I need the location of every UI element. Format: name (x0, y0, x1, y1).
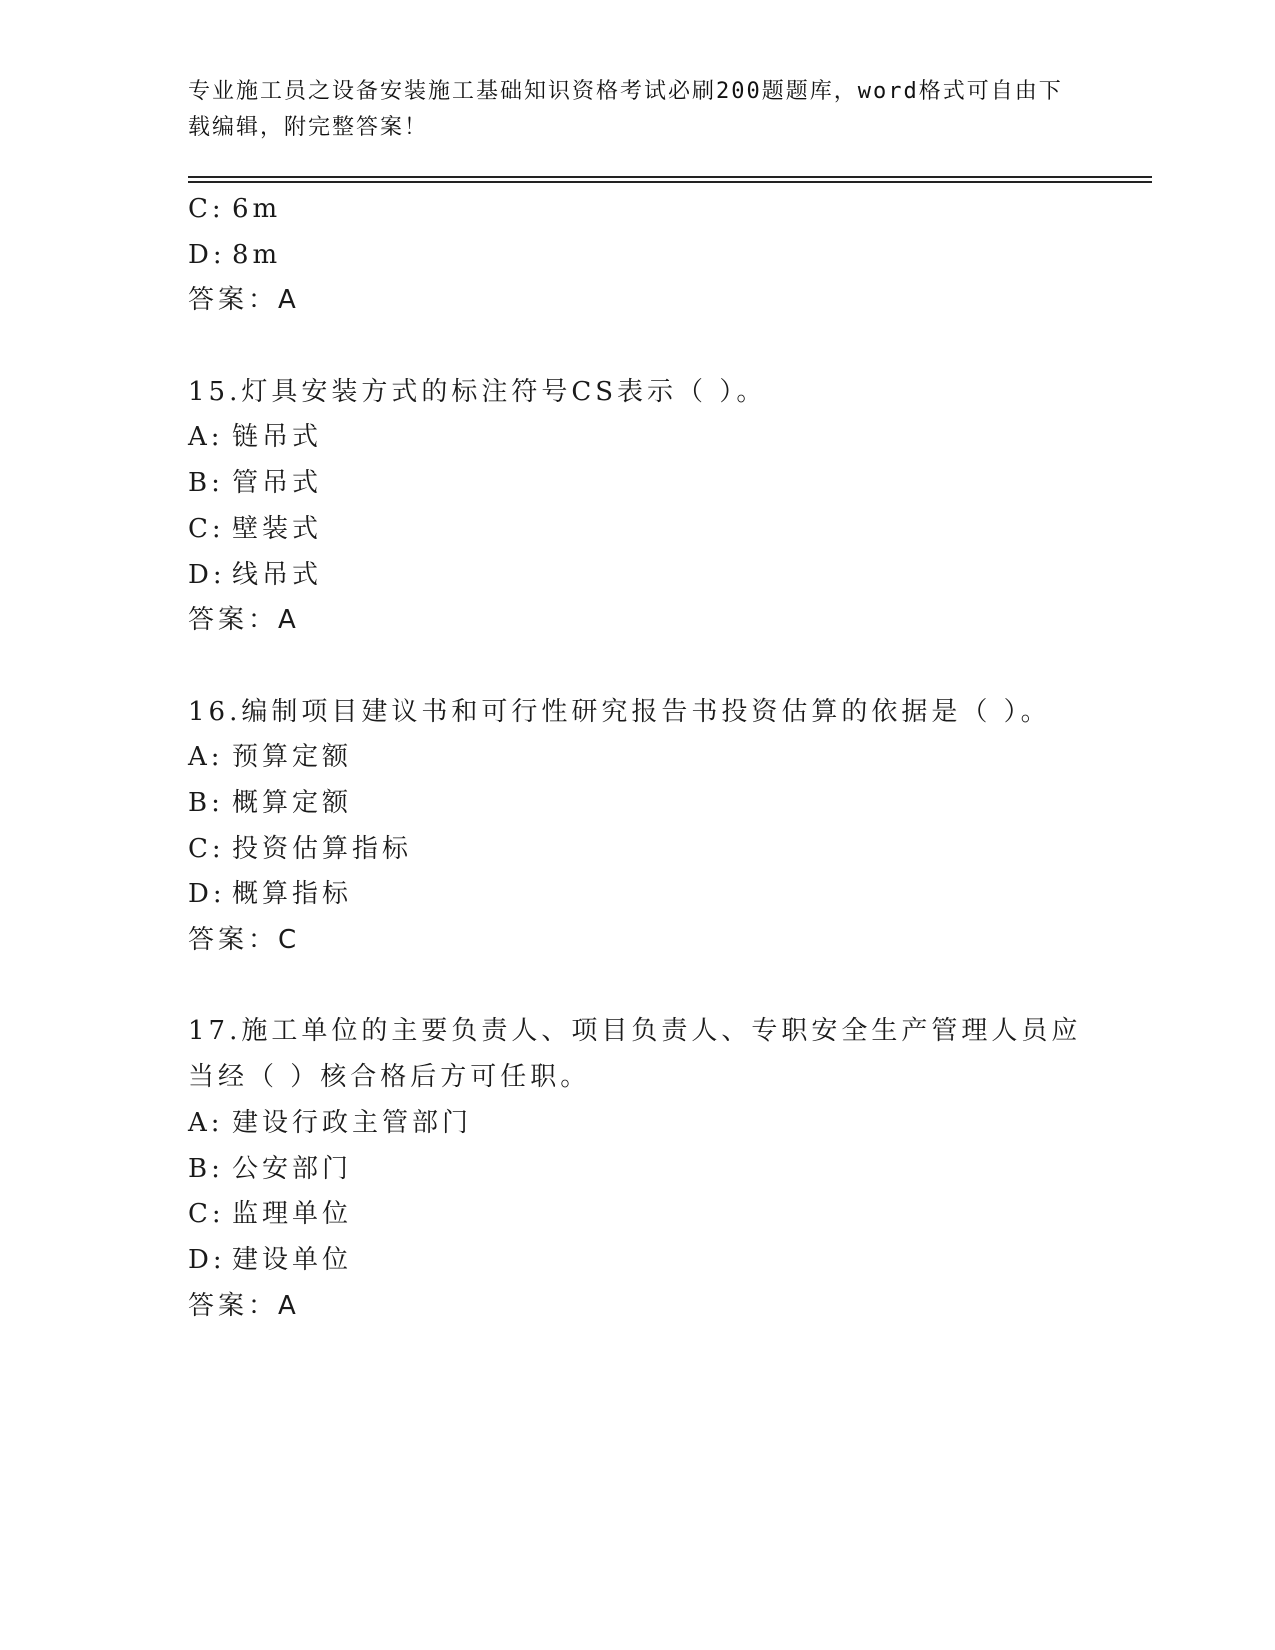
option-c-q16 (188, 827, 1088, 873)
option-label: D: (188, 559, 226, 590)
option-a-q15 (188, 415, 1088, 461)
option-label: B: (188, 1153, 224, 1184)
option-label: D: (188, 1244, 226, 1275)
option-label: C: (188, 194, 225, 224)
option-c-q14 (188, 187, 1088, 233)
option-label: C: (188, 513, 225, 544)
option-label: A: (188, 422, 224, 453)
option-c-q15 (188, 507, 1088, 553)
option-text: 概算指标 (232, 879, 353, 910)
header-rule-bottom (188, 181, 1152, 183)
option-text: 预算定额 (232, 742, 353, 773)
option-text: 线吊式 (232, 559, 323, 590)
option-text: 建设行政主管部门 (232, 1107, 473, 1138)
document-header-title: 专业施工员之设备安装施工基础知识资格考试必刷200题题库，word格式可自由下载编辑，附完整答案！ (188, 79, 1063, 140)
option-label: C: (188, 833, 225, 864)
option-text: 建设单位 (232, 1244, 353, 1275)
option-b-q15 (188, 461, 1088, 507)
option-d-q17 (188, 1238, 1088, 1284)
option-a-q17 (188, 1101, 1088, 1147)
option-label: D: (188, 239, 226, 270)
option-a-q16 (188, 735, 1088, 781)
answer-q17: 答案：A (188, 1290, 300, 1321)
option-text: 概算定额 (232, 787, 353, 818)
option-label: A: (188, 1107, 224, 1138)
spacer (188, 324, 1088, 370)
option-text: 8m (232, 239, 282, 270)
question-15-stem: 15.灯具安装方式的标注符号CS表示（ ）。 (188, 376, 767, 407)
option-label: A: (188, 742, 224, 773)
question-16-stem: 16.编制项目建议书和可行性研究报告书投资估算的依据是（ ）。 (188, 696, 1051, 727)
option-text: 壁装式 (232, 513, 323, 544)
option-d-q15 (188, 553, 1088, 599)
option-text: 管吊式 (232, 468, 323, 499)
option-label: B: (188, 468, 224, 499)
option-text: 链吊式 (232, 422, 323, 453)
option-label: D: (188, 879, 226, 910)
document-body (188, 187, 1088, 1329)
option-label: C: (188, 1199, 225, 1230)
option-text: 监理单位 (232, 1199, 353, 1230)
answer-q15: 答案：A (188, 605, 300, 636)
spacer (188, 964, 1088, 1010)
option-text: 投资估算指标 (232, 833, 413, 864)
answer-q14: 答案：A (188, 285, 300, 316)
option-text: 6m (232, 194, 282, 224)
option-d-q14 (188, 233, 1088, 279)
option-b-q17 (188, 1147, 1088, 1193)
option-b-q16 (188, 781, 1088, 827)
option-c-q17 (188, 1192, 1088, 1238)
answer-q16: 答案：C (188, 925, 301, 956)
question-17-stem: 17.施工单位的主要负责人、项目负责人、专职安全生产管理人员应当经（ ）核合格后方可任职。 (188, 1016, 1082, 1093)
option-d-q16 (188, 872, 1088, 918)
spacer (188, 644, 1088, 690)
header-rule-top (188, 176, 1152, 178)
option-text: 公安部门 (232, 1153, 353, 1184)
option-label: B: (188, 787, 224, 818)
